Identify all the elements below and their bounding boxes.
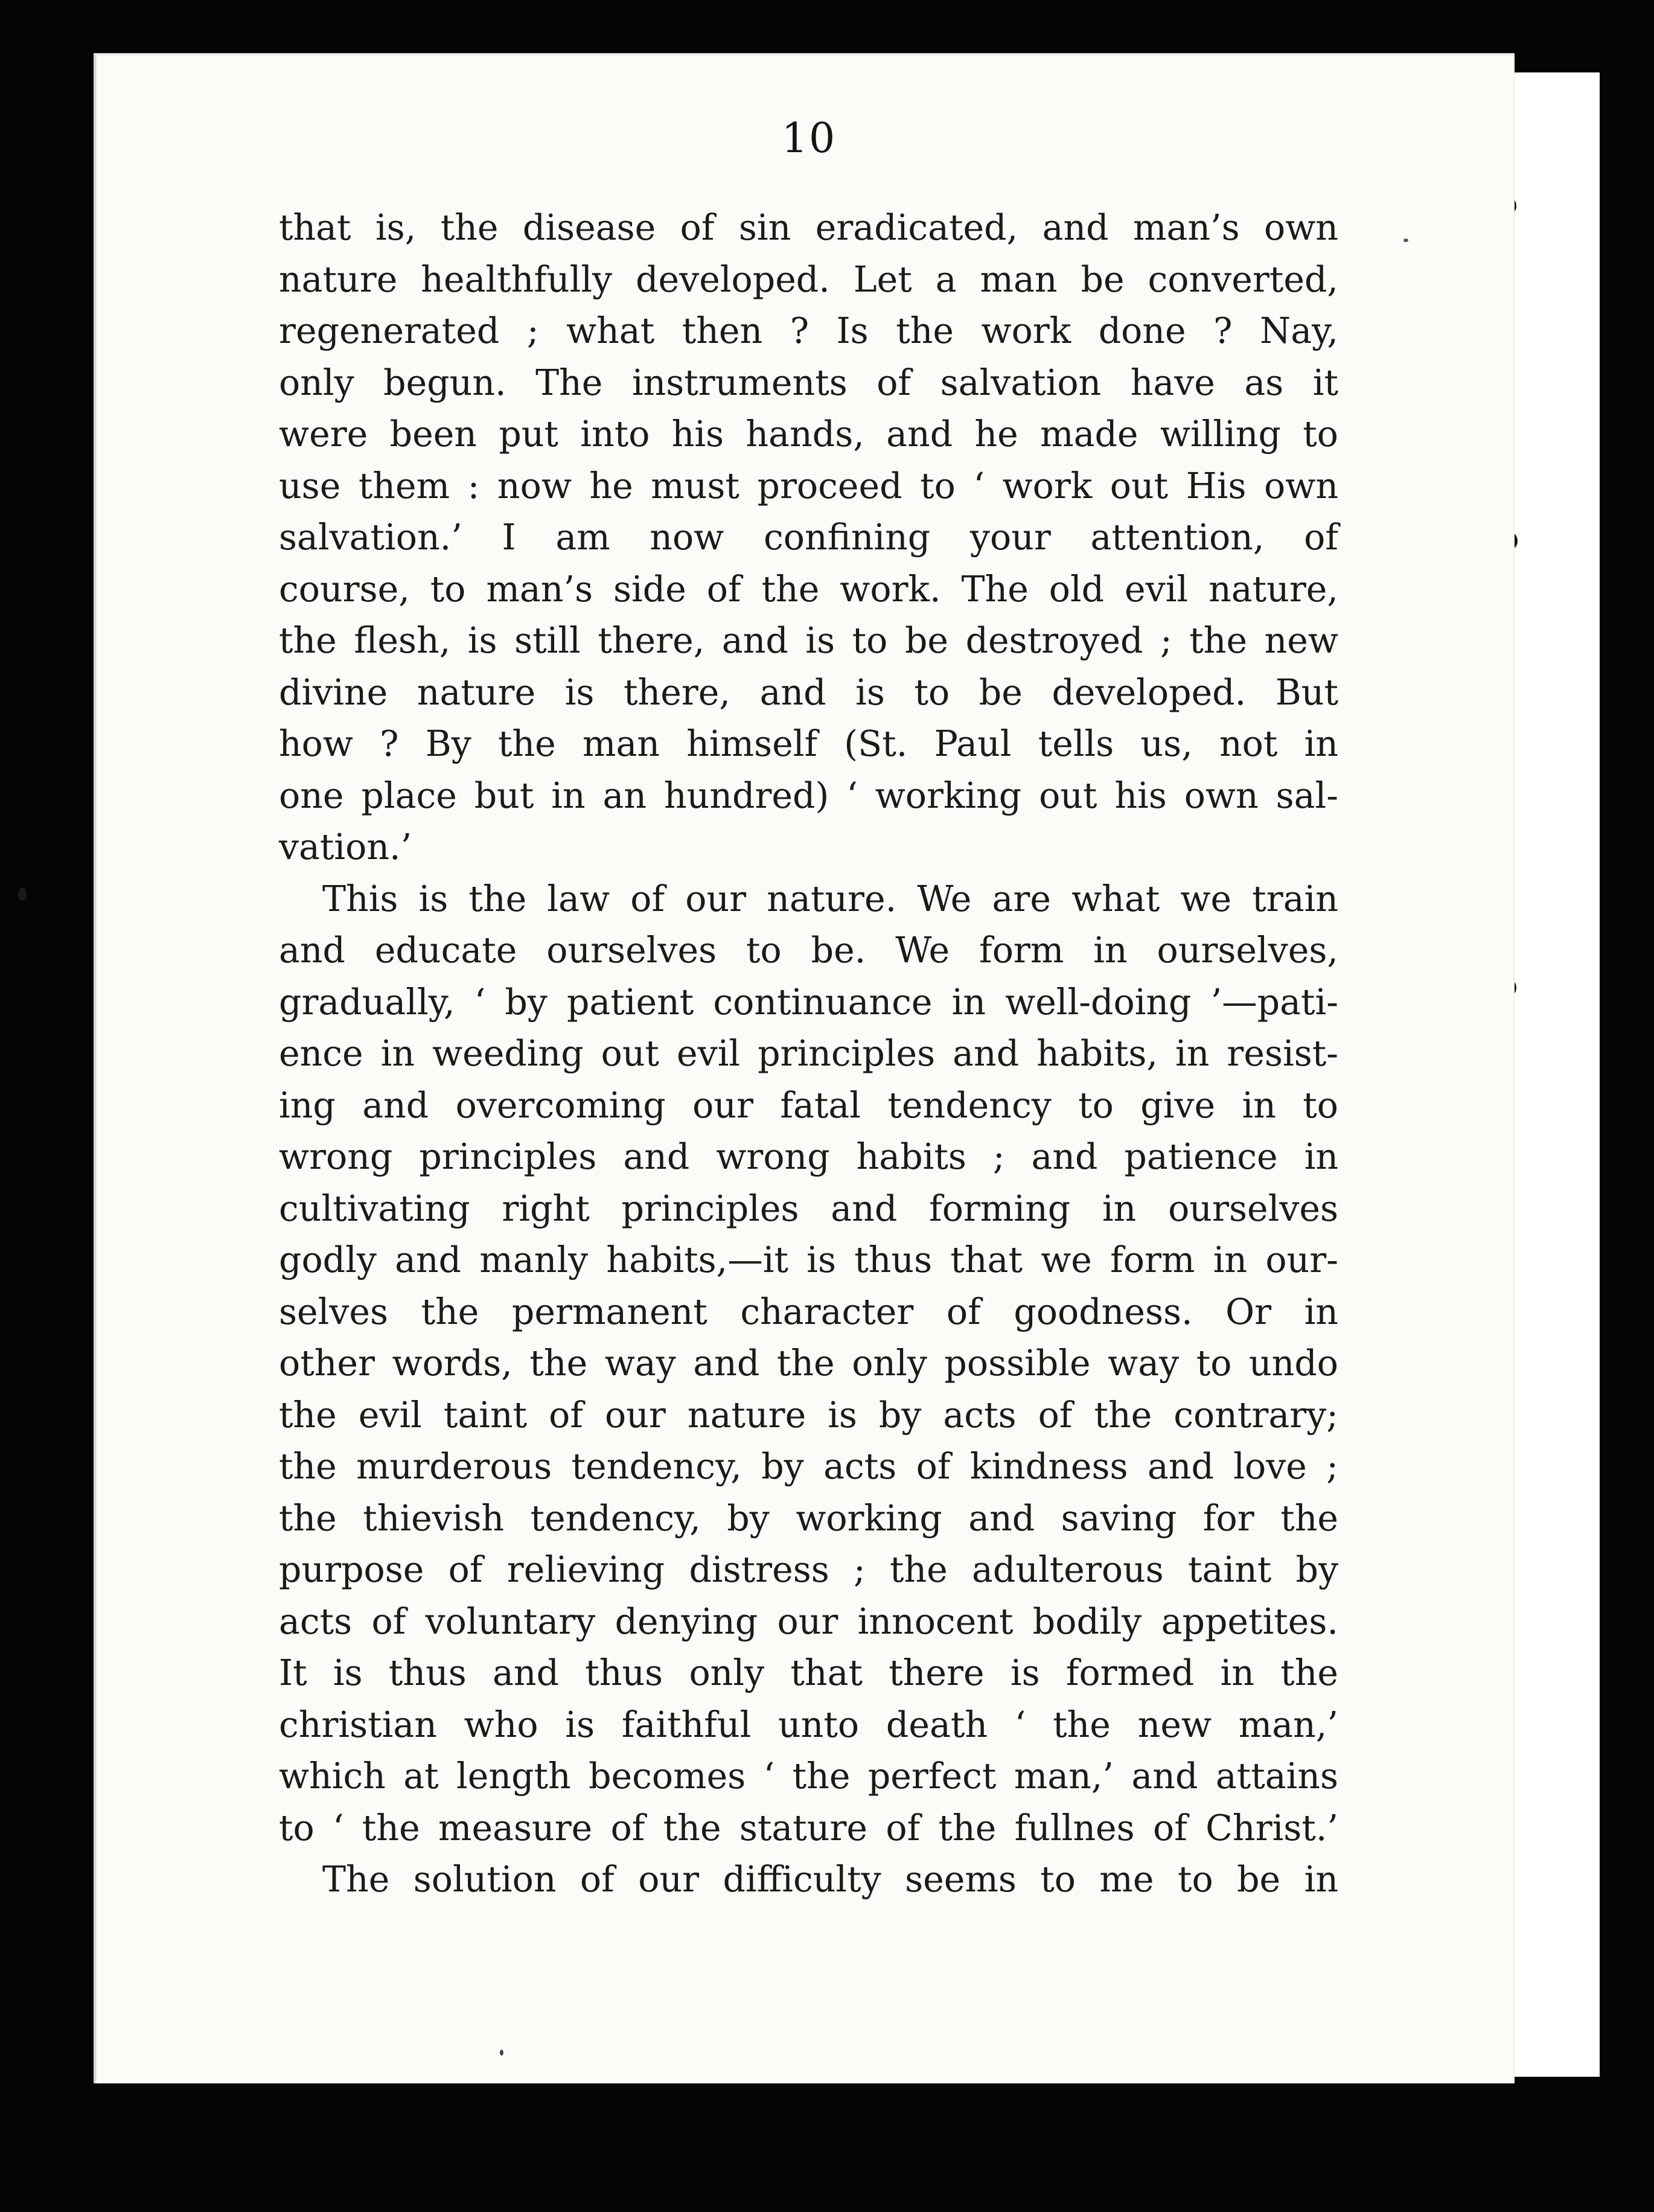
text-line: gradually, ‘ by patient continuance in well-doing ’—pati- [279, 981, 1338, 1023]
text-line: the evil taint of our nature is by acts of the contrary; [279, 1394, 1338, 1436]
text-line: vation.’ [279, 826, 412, 868]
text-line: the flesh, is still there, and is to be destroyed ; the new [279, 620, 1338, 661]
text-line: acts of voluntary denying our innocent bodily appetites. [279, 1600, 1338, 1642]
page-number: 10 [781, 115, 837, 162]
scan-speck [500, 2050, 503, 2056]
text-line: regenerated ; what then ? Is the work done ? Nay, [279, 310, 1338, 351]
text-line: This is the law of our nature. We are what we train [322, 878, 1338, 919]
text-line: cultivating right principles and forming in ourselves [279, 1188, 1338, 1229]
text-line: The solution of our difficulty seems to me to be in [322, 1859, 1338, 1900]
text-line: and educate ourselves to be. We form in ourselves, [279, 930, 1338, 971]
text-line: ence in weeding out evil principles and habits, in resist- [279, 1033, 1338, 1074]
text-line: other words, the way and the only possible way to undo [279, 1343, 1338, 1384]
text-line: use them : now he must proceed to ‘ work out His own [279, 465, 1338, 507]
text-line: to ‘ the measure of the stature of the fullnes of Christ.’ [279, 1807, 1338, 1849]
text-line: that is, the disease of sin eradicated, and man’s own [279, 207, 1338, 248]
text-line: divine nature is there, and is to be developed. But [279, 671, 1338, 713]
scan-speck [18, 887, 27, 901]
text-line: purpose of relieving distress ; the adulterous taint by [279, 1549, 1338, 1590]
text-line: ing and overcoming our fatal tendency to give in to [279, 1084, 1338, 1126]
page-body-text [279, 202, 1338, 1906]
text-line: christian who is faithful unto death ‘ the new man,’ [279, 1704, 1338, 1745]
text-line: godly and manly habits,—it is thus that we form in our- [279, 1239, 1338, 1280]
text-line: only begun. The instruments of salvation have as it [279, 362, 1338, 403]
text-line: course, to man’s side of the work. The old evil nature, [279, 568, 1338, 610]
text-line: the murderous tendency, by acts of kindness and love ; [279, 1446, 1338, 1487]
text-line: the thievish tendency, by working and saving for the [279, 1497, 1338, 1539]
text-line: It is thus and thus only that there is formed in the [279, 1652, 1338, 1693]
text-line: selves the permanent character of goodness. Or in [279, 1291, 1338, 1332]
text-line: how ? By the man himself (St. Paul tells us, not in [279, 723, 1338, 764]
text-line: nature healthfully developed. Let a man be converted, [279, 258, 1338, 300]
text-line: were been put into his hands, and he made willing to [279, 414, 1338, 455]
text-line: salvation.’ I am now confining your attention, of [279, 517, 1338, 558]
text-line: wrong principles and wrong habits ; and patience in [279, 1136, 1338, 1177]
text-line: which at length becomes ‘ the perfect man,’ and attains [279, 1756, 1338, 1797]
text-line: one place but in an hundred) ‘ working out his own sal- [279, 775, 1338, 816]
scan-speck [1403, 238, 1408, 242]
